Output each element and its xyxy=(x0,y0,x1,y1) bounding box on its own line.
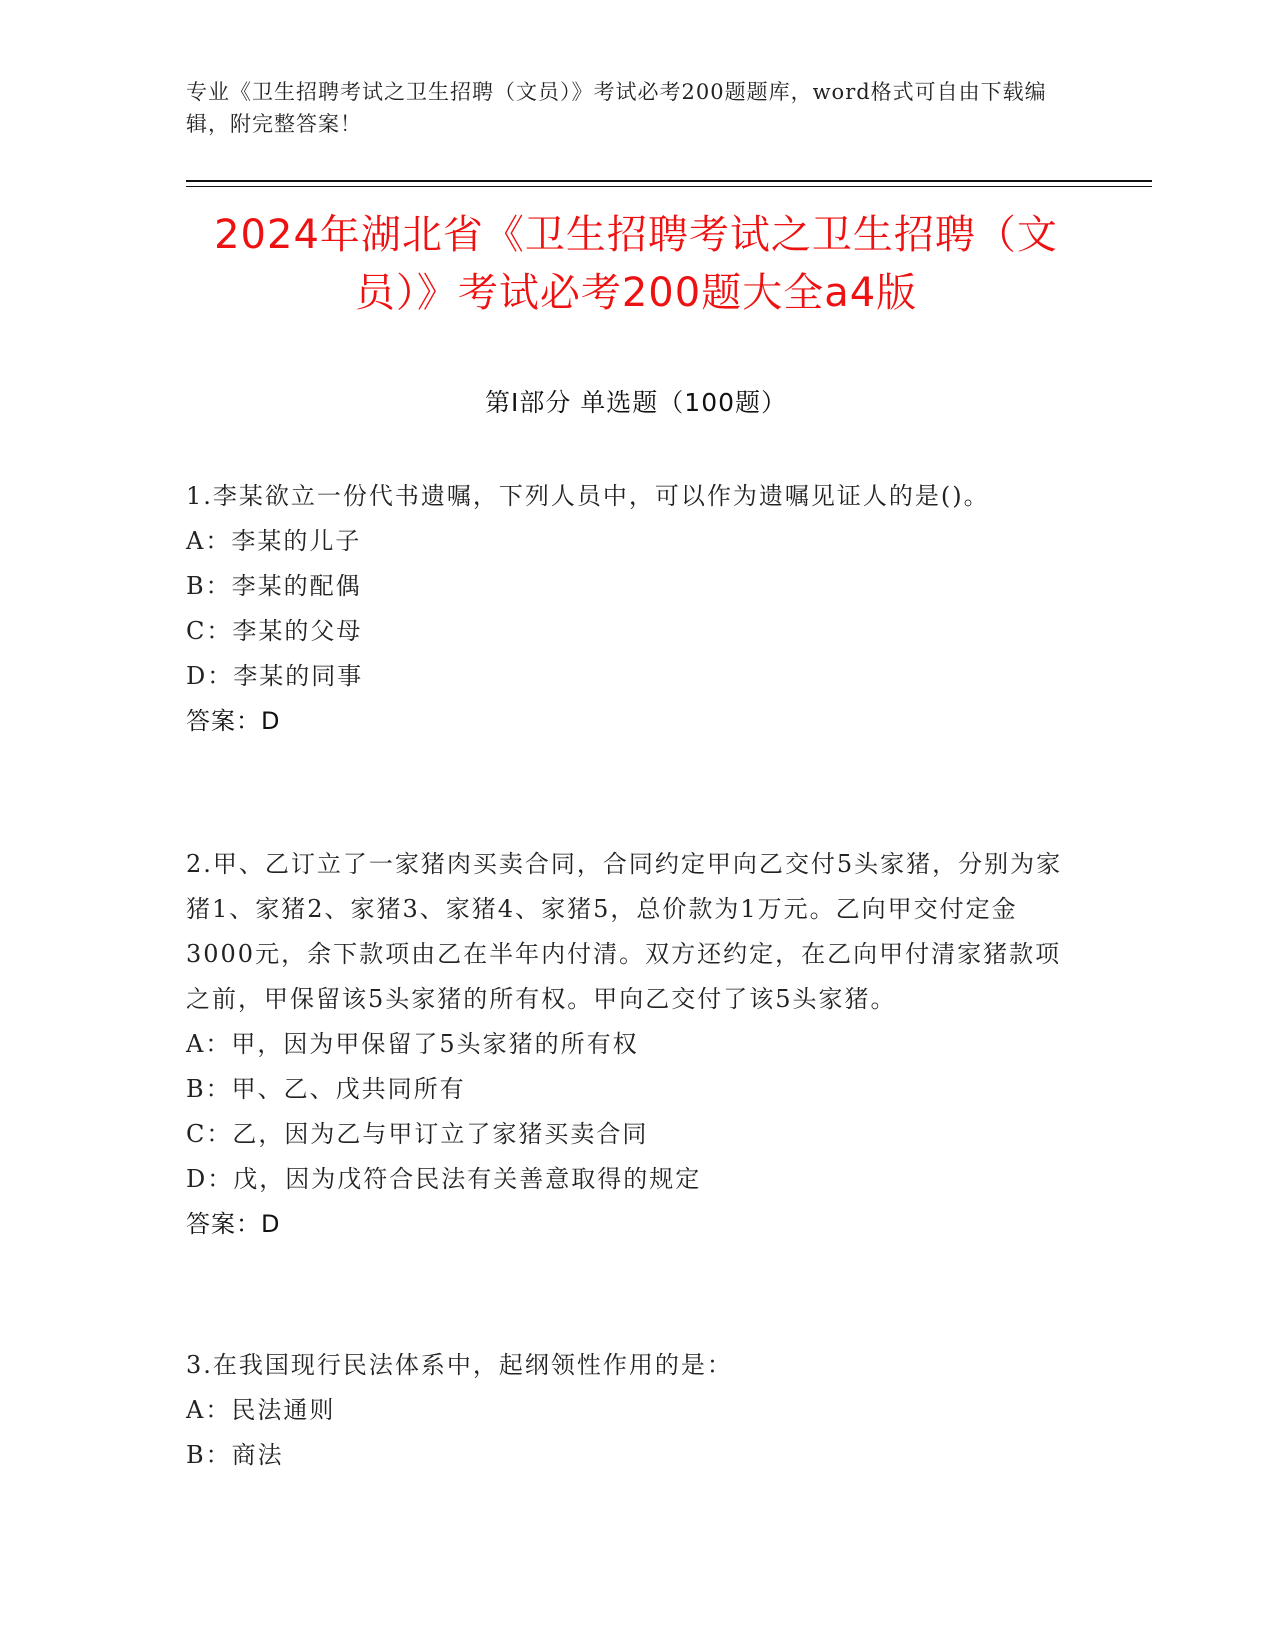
header-note: 专业《卫生招聘考试之卫生招聘（文员）》考试必考200题题库，word格式可自由下载编辑，附完整答案！ xyxy=(186,80,1047,136)
option-d: D：戊，因为戊符合民法有关善意取得的规定 xyxy=(186,1165,702,1193)
option-a: A：李某的儿子 xyxy=(186,527,362,555)
question-stem: 3.在我国现行民法体系中，起纲领性作用的是： xyxy=(186,1351,733,1379)
option-c: C：乙，因为乙与甲订立了家猪买卖合同 xyxy=(186,1120,649,1148)
option-c: C：李某的父母 xyxy=(186,617,363,645)
option-a: A：民法通则 xyxy=(186,1396,336,1424)
option-d: D：李某的同事 xyxy=(186,662,364,690)
document-title: 2024年湖北省《卫生招聘考试之卫生招聘（文员）》考试必考200题大全a4版 xyxy=(214,212,1058,316)
option-b: B：李某的配偶 xyxy=(186,572,362,600)
question-stem: 1.李某欲立一份代书遗嘱，下列人员中，可以作为遗嘱见证人的是()。 xyxy=(186,482,990,510)
question-3 xyxy=(186,1343,1086,1478)
option-a: A：甲，因为甲保留了5头家猪的所有权 xyxy=(186,1030,639,1058)
answer: 答案：D xyxy=(186,1210,281,1238)
option-b: B：甲、乙、戊共同所有 xyxy=(186,1075,466,1103)
question-2 xyxy=(186,842,1086,1247)
header-divider xyxy=(186,180,1152,182)
section-heading: 第I部分 单选题（100题） xyxy=(484,388,788,417)
question-stem: 2.甲、乙订立了一家猪肉买卖合同，合同约定甲向乙交付5头家猪，分别为家猪1、家猪2、家猪3、家猪4、家猪5，总价款为1万元。乙向甲交付定金3000元，余下款项由乙在半年内付清。双方还约定，在乙向甲付清家猪款项之前，甲保留该5头家猪的所有权。甲向乙交付了该5头家猪。 xyxy=(186,850,1063,1013)
option-b: B：商法 xyxy=(186,1441,284,1469)
answer: 答案：D xyxy=(186,707,281,735)
header-divider-thin xyxy=(186,186,1152,187)
question-1 xyxy=(186,474,1086,744)
